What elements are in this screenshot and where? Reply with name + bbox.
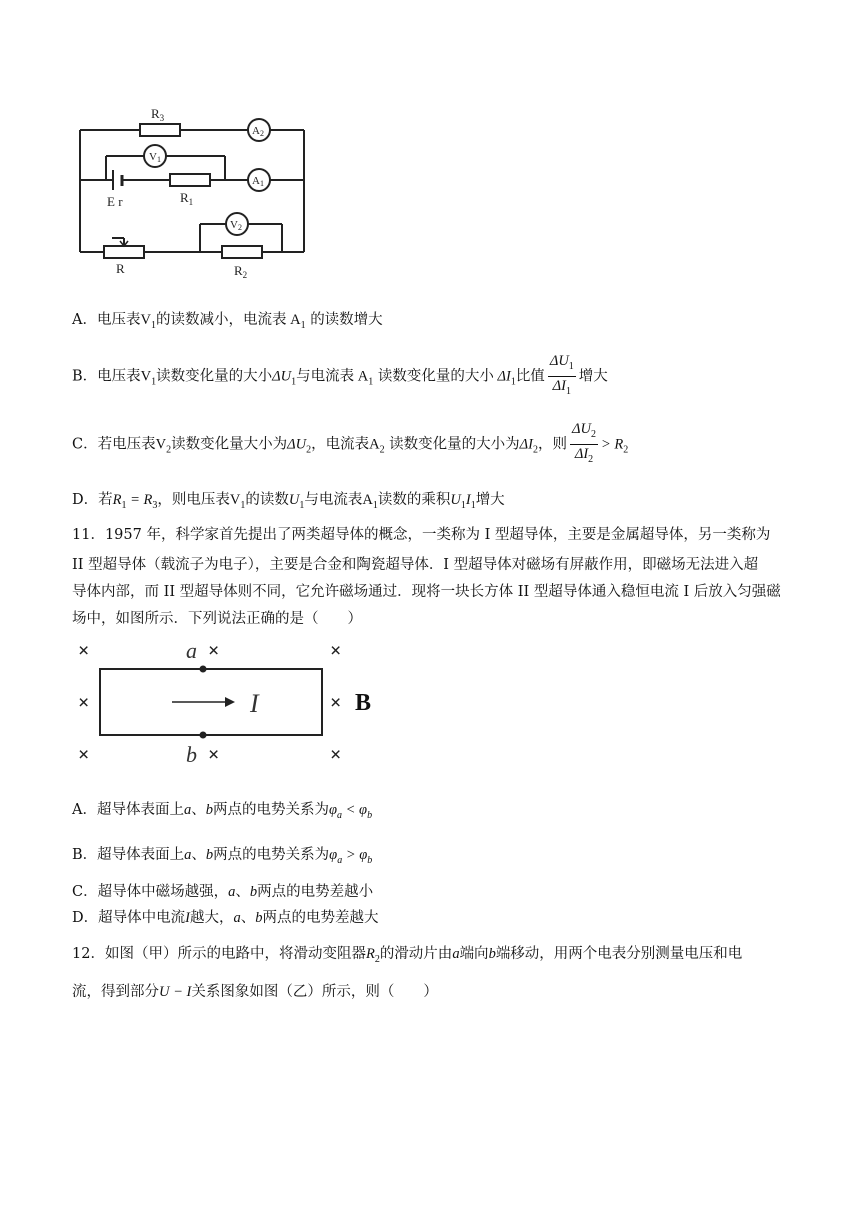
rheostat-label: R <box>116 261 125 276</box>
svg-text:V1: V1 <box>149 151 161 164</box>
r3-label: R <box>151 106 160 121</box>
a1-label: A <box>252 175 260 187</box>
b-field-cross: × <box>208 744 220 766</box>
q11-stem-line3: 导体内部，而 II 型超导体则不同，它允许磁场通过．现将一块长方体 II 型超导体通入稳恒电流 I 后放入匀强磁 <box>72 584 781 600</box>
q11-stem-line4: 场中，如图所示．下列说法正确的是（ ） <box>72 611 362 627</box>
v1-label: V <box>149 151 157 163</box>
q12-stem-line1: 12．如图（甲）所示的电路中，将滑动变阻器$R_2$的滑动片由a端向b端移动，用两个电表分别测量电压和电 <box>72 946 743 965</box>
q11-option-d: D．超导体中电流I越大，a、b两点的电势差越大 <box>72 910 379 926</box>
current-label: I <box>250 689 259 718</box>
q11-stem-line2: II 型超导体（载流子为电子），主要是合金和陶瓷超导体．I 型超导体对磁场有屏蔽作用，即磁场无法进入超 <box>72 557 759 573</box>
q10-option-b: B．电压表$V_1$读数变化量的大小$\Delta U_1$与电流表 $A_1$ 读数变化量的大小 $\Delta I_1$比值 $\frac{\Delta U_1}{\Delta I_1}$ 增大 <box>72 352 608 392</box>
q11-option-b: B．超导体表面上a、b两点的电势关系为$\varphi_a > \varphi_b$ <box>72 847 373 866</box>
b-field-cross: × <box>330 744 342 766</box>
svg-text:R2: $R_2$ <box>234 263 248 280</box>
a2-label: A <box>252 125 260 137</box>
q10-option-c: C．若电压表$V_2$读数变化量大小为$\Delta U_2$，电流表$A_2$ 读数变化量的大小为$\Delta I_2$，则 $\frac{\Delta U_2}{\Delta I_2}$ > $R_2$ <box>72 420 628 464</box>
b-field-cross: × <box>330 640 342 662</box>
q11-option-a: A．超导体表面上a、b两点的电势关系为$\varphi_a < \varphi_b$ <box>72 802 373 821</box>
battery-label: E r <box>107 194 123 209</box>
b-field-cross: × <box>78 640 90 662</box>
b-field-cross: × <box>78 692 90 714</box>
q10-option-a: A．电压表$V_1$的读数减小，电流表 $A_1$ 的读数增大 <box>72 312 383 331</box>
b-field-cross: × <box>78 744 90 766</box>
fraction-du1-di1: $\frac{\Delta U_1}{\Delta I_1}$ <box>549 353 574 397</box>
r1-label: R <box>180 190 189 205</box>
fraction-du2-di2: $\frac{\Delta U_2}{\Delta I_2}$ <box>572 421 596 465</box>
circuit-diagram <box>70 100 320 285</box>
svg-text:A2: A2 <box>252 125 264 138</box>
point-b-label: b <box>186 742 197 767</box>
q10-option-d: D．若$R_1 = R_3$，则电压表$V_1$的读数$U_1$与电流表$A_1$读数的乘积$U_1I_1$增大 <box>72 492 505 511</box>
svg-text:V2: V2 <box>230 219 242 232</box>
svg-text:R3: $R_3$ <box>151 106 165 123</box>
q11-stem-line1: 11．1957 年，科学家首先提出了两类超导体的概念，一类称为 I 型超导体，主要是金属超导体，另一类称为 <box>72 527 771 543</box>
point-a-label: a <box>186 638 197 663</box>
q12-stem-line2: 流，得到部分U − I关系图象如图（乙）所示，则（ ） <box>72 984 438 1000</box>
superconductor-figure <box>70 636 390 768</box>
b-field-cross: × <box>208 640 220 662</box>
svg-text:A1: A1 <box>252 175 264 188</box>
b-field-label: B <box>355 690 372 716</box>
svg-text:R1: $R_1$ <box>180 190 194 207</box>
v2-label: V <box>230 219 238 231</box>
r2-label: R <box>234 263 243 278</box>
q11-option-c: C．超导体中磁场越强，a、b两点的电势差越小 <box>72 884 374 900</box>
b-field-cross: × <box>330 692 342 714</box>
